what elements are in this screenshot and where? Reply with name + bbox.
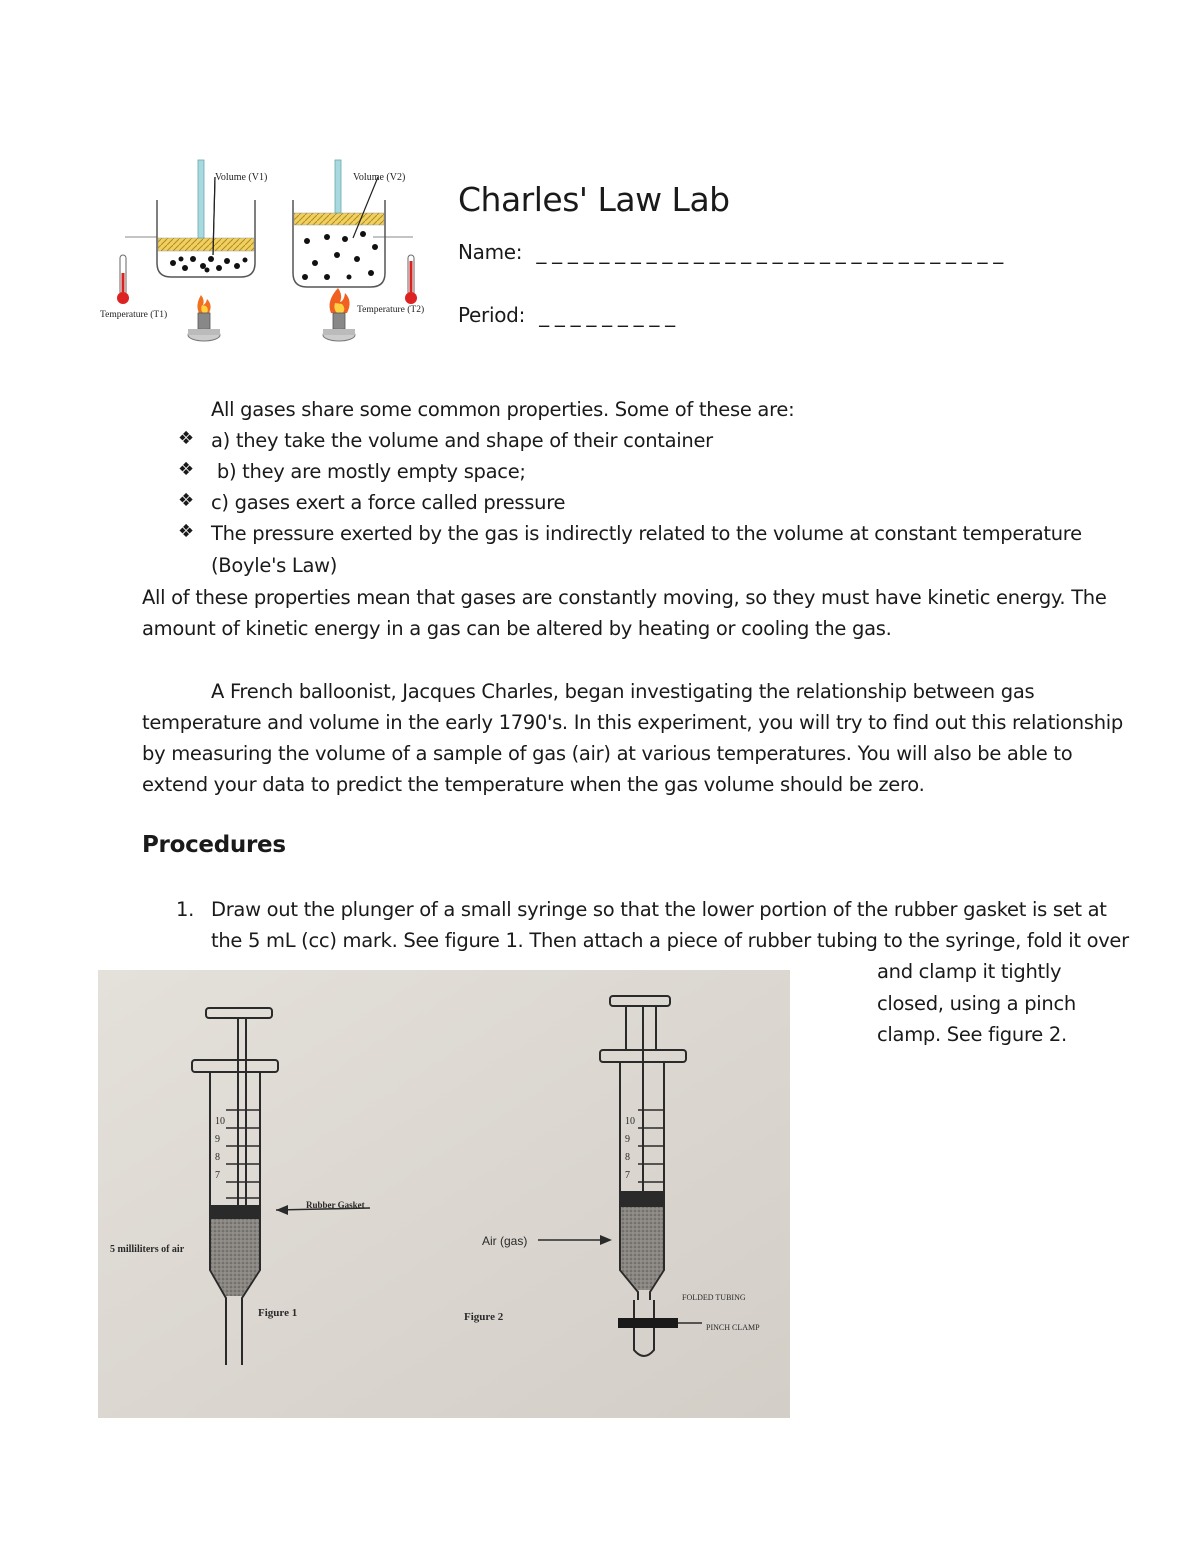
folded-tubing-label: FOLDED TUBING xyxy=(682,1293,746,1302)
paragraph-line: by measuring the volume of a sample of gas (air) at various temperatures. You will also be able to xyxy=(142,742,1073,765)
bullet-item: The pressure exerted by the gas is indirectly related to the volume at constant temperature xyxy=(211,522,1082,545)
step-line: closed, using a pinch xyxy=(877,992,1076,1015)
scale-9: 9 xyxy=(215,1134,220,1145)
bullet-icon: ❖ xyxy=(178,490,195,511)
pinch-clamp-label: PINCH CLAMP xyxy=(706,1323,760,1332)
scale-8: 8 xyxy=(625,1152,630,1163)
figure1-caption: Figure 1 xyxy=(258,1307,298,1319)
name-label: Name: xyxy=(458,240,523,264)
page-title: Charles' Law Lab xyxy=(458,180,730,219)
scale-10: 10 xyxy=(625,1116,635,1127)
bullet-icon: ❖ xyxy=(178,428,195,449)
paragraph-line: temperature and volume in the early 1790's. In this experiment, you will try to find out this relationship xyxy=(142,711,1123,734)
period-label: Period: xyxy=(458,303,526,327)
step-line: Draw out the plunger of a small syringe so that the lower portion of the rubber gasket is set at xyxy=(211,898,1107,921)
temperature2-label: Temperature (T2) xyxy=(357,305,425,315)
period-field xyxy=(458,303,675,327)
paragraph-line: All of these properties mean that gases are constantly moving, so they must have kinetic energy. The xyxy=(142,586,1107,609)
charles-law-diagram xyxy=(95,155,445,355)
bullet-icon: ❖ xyxy=(178,459,195,480)
bullet-item: a) they take the volume and shape of their container xyxy=(211,429,713,452)
name-blank: _ _ _ _ _ _ _ _ _ _ _ _ _ _ _ _ _ _ _ _ _ _ _ _ _ _ _ _ _ _ xyxy=(536,240,1003,264)
rubber-gasket-label: Rubber Gasket xyxy=(306,1200,365,1210)
syringe-figures-photo xyxy=(98,970,790,1418)
paragraph-line: amount of kinetic energy in a gas can be altered by heating or cooling the gas. xyxy=(142,617,892,640)
procedures-heading: Procedures xyxy=(142,832,286,858)
air-gas-label: Air (gas) xyxy=(482,1234,528,1248)
volume1-label: Volume (V1) xyxy=(215,172,268,183)
period-blank: _ _ _ _ _ _ _ _ _ xyxy=(539,303,675,327)
step-line: the 5 mL (cc) mark. See figure 1. Then attach a piece of rubber tubing to the syringe, fold it over xyxy=(211,929,1129,952)
scale-8: 8 xyxy=(215,1152,220,1163)
air-amount-label: 5 milliliters of air xyxy=(110,1244,185,1255)
bullet-item: c) gases exert a force called pressure xyxy=(211,491,566,514)
bullet-icon: ❖ xyxy=(178,521,195,542)
figure2-caption: Figure 2 xyxy=(464,1311,504,1323)
step-line: and clamp it tightly xyxy=(877,960,1062,983)
name-field xyxy=(458,240,1003,264)
step-number: 1. xyxy=(176,898,195,921)
step-line: clamp. See figure 2. xyxy=(877,1023,1067,1046)
bullet-item: b) they are mostly empty space; xyxy=(211,460,526,483)
scale-7: 7 xyxy=(215,1170,220,1181)
scale-7: 7 xyxy=(625,1170,630,1181)
scale-9: 9 xyxy=(625,1134,630,1145)
pinch-clamp xyxy=(618,1318,678,1328)
temperature1-label: Temperature (T1) xyxy=(100,310,168,320)
bullet-item-continued: (Boyle's Law) xyxy=(211,554,338,577)
paragraph-line: A French balloonist, Jacques Charles, began investigating the relationship between gas xyxy=(211,680,1035,703)
volume2-label: Volume (V2) xyxy=(353,172,406,183)
scale-10: 10 xyxy=(215,1116,225,1127)
intro-lead: All gases share some common properties. Some of these are: xyxy=(211,398,795,421)
paragraph-line: extend your data to predict the temperature when the gas volume should be zero. xyxy=(142,773,925,796)
